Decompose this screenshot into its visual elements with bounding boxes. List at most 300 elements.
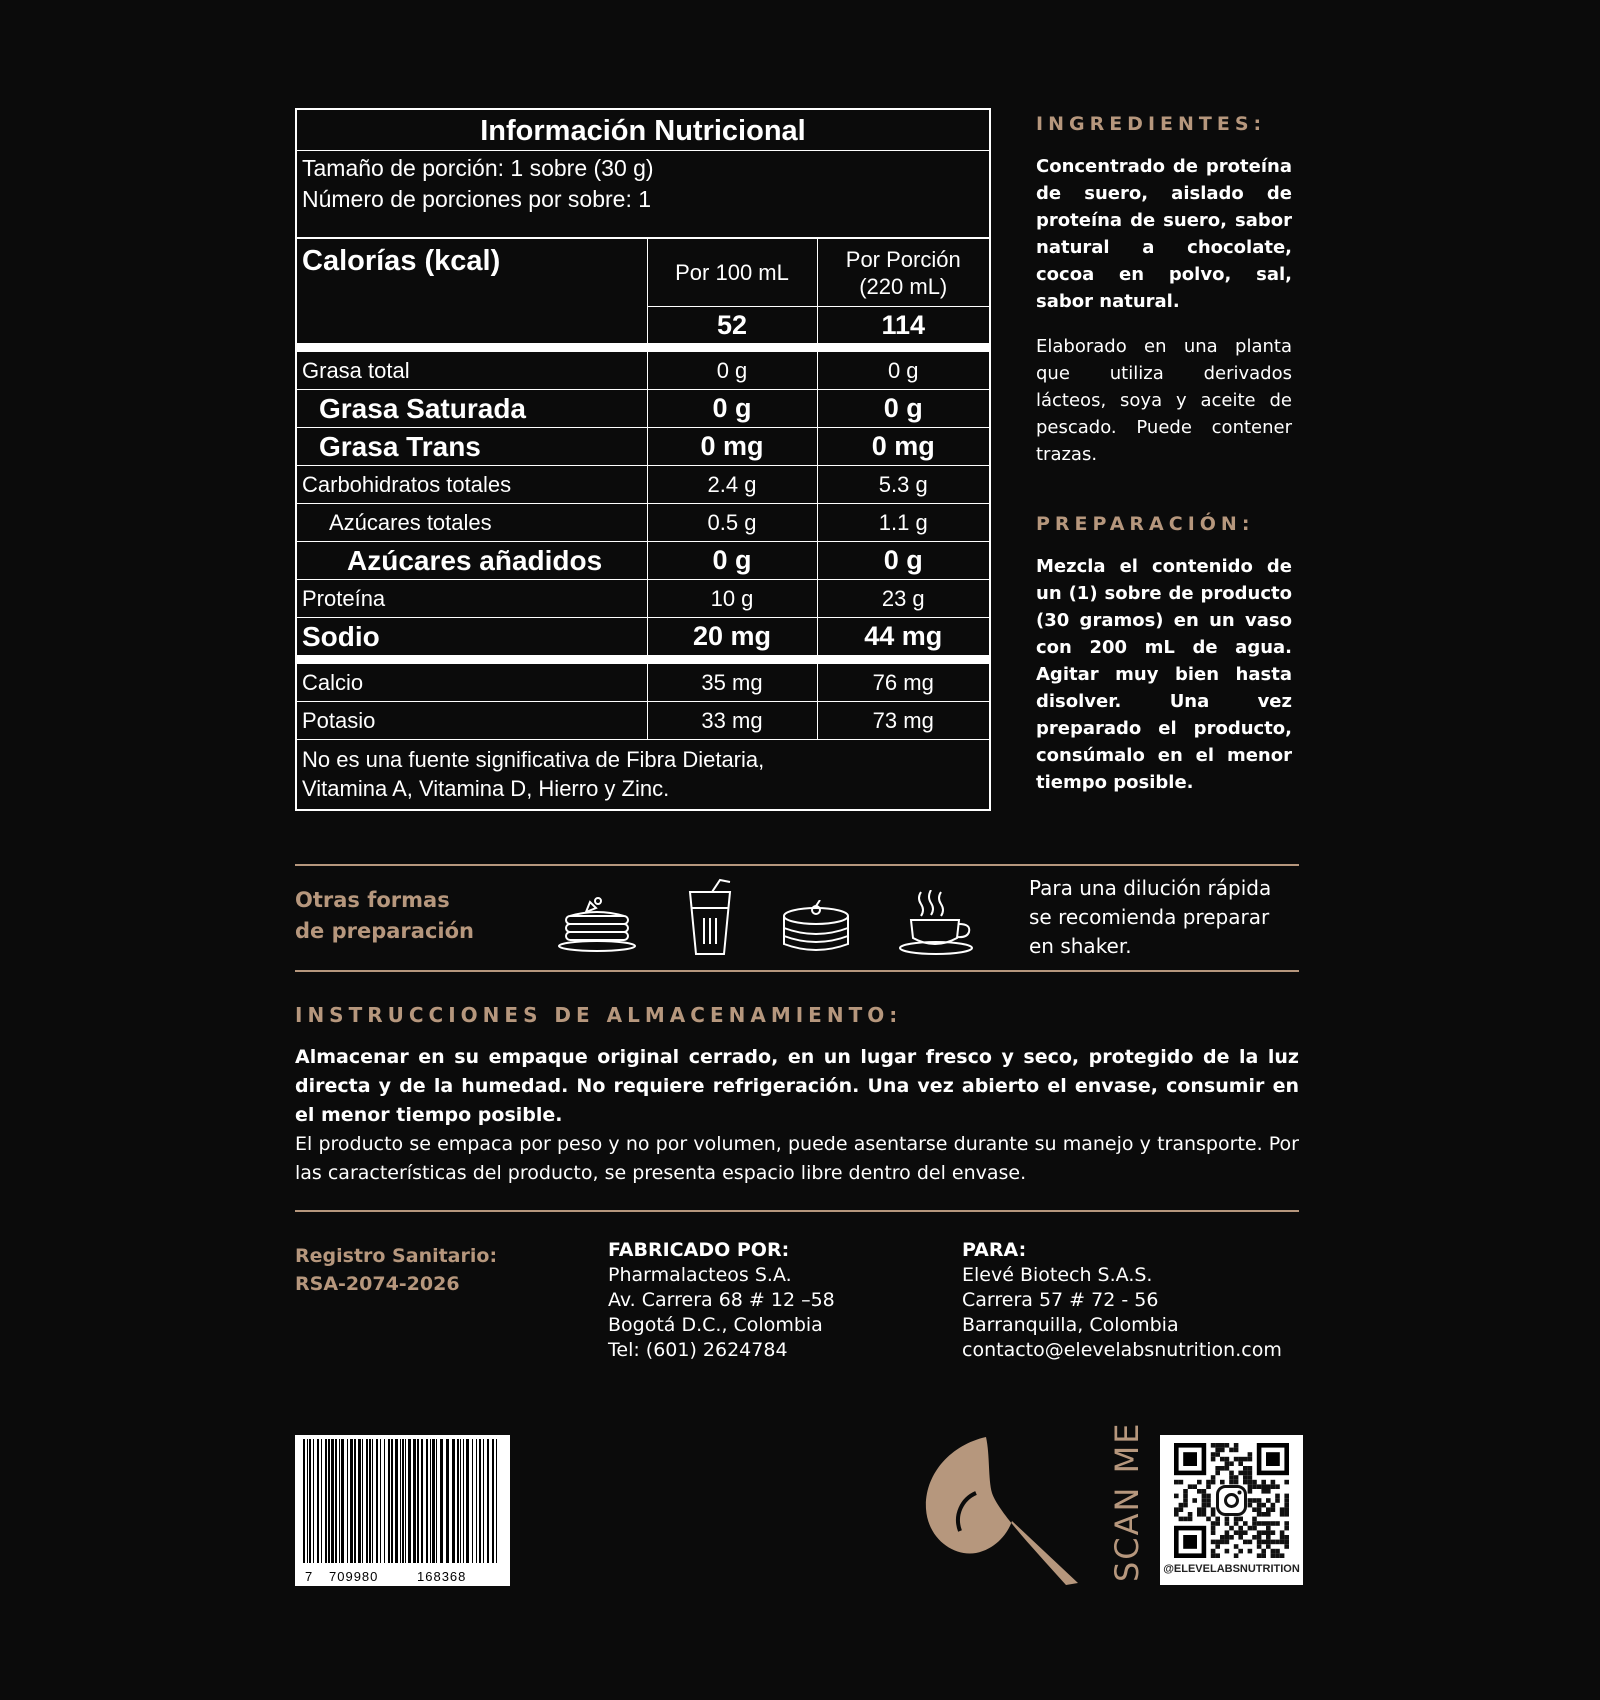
qr-module [1225, 1549, 1230, 1554]
qr-module [1238, 1549, 1243, 1554]
barcode-group: 709980 [329, 1569, 379, 1584]
barcode-bar [492, 1439, 494, 1563]
qr-module [1280, 1553, 1285, 1558]
nutrient-label: Grasa Trans [297, 428, 647, 466]
table-row [297, 428, 989, 466]
qr-module [1179, 1507, 1184, 1512]
qr-module [1266, 1484, 1271, 1489]
qr-module [1266, 1530, 1271, 1535]
qr-module [1257, 1512, 1262, 1517]
qr-module [1275, 1549, 1280, 1554]
qr-module [1243, 1475, 1248, 1480]
qr-module [1229, 1475, 1234, 1480]
qr-module [1238, 1530, 1243, 1535]
nutrient-value-100ml: 10 g [647, 580, 817, 618]
qr-module [1252, 1526, 1257, 1531]
qr-module [1266, 1521, 1271, 1526]
barcode-bar [446, 1439, 449, 1563]
qr-module [1266, 1526, 1271, 1531]
serving-size: Tamaño de porción: 1 sobre (30 g) [302, 155, 654, 181]
qr-module [1271, 1480, 1276, 1485]
barcode-bar [358, 1439, 361, 1563]
barcode-bar [417, 1439, 419, 1563]
qr-module [1261, 1484, 1266, 1489]
col-header-portion-line1: Por Porción [845, 246, 961, 272]
other-forms-label [295, 885, 474, 947]
registry-label: Registro Sanitario: [295, 1245, 498, 1267]
col-header-portion-line2: (220 mL) [859, 273, 948, 299]
table-row [297, 580, 989, 618]
nutrition-title: Información Nutricional [297, 110, 989, 151]
qr-module [1257, 1540, 1262, 1545]
nutrient-value-portion: 76 mg [817, 660, 989, 702]
footnote-line: Vitamina A, Vitamina D, Hierro y Zinc. [302, 776, 670, 801]
nutrient-value-100ml: 0 g [647, 390, 817, 428]
footnote-line: No es una fuente significativa de Fibra Dietaria, [302, 747, 765, 772]
serving-info [297, 151, 989, 239]
nutrient-value-portion: 44 mg [817, 618, 989, 660]
nutrient-value-100ml: 0.5 g [647, 504, 817, 542]
qr-module [1280, 1540, 1285, 1545]
qr-module [1206, 1484, 1211, 1489]
qr-module [1234, 1517, 1239, 1522]
manufacturer-line: Av. Carrera 68 # 12 –58 [608, 1289, 835, 1311]
qr-module [1206, 1517, 1211, 1522]
qr-module [1234, 1448, 1239, 1453]
nutrient-value-portion: 23 g [817, 580, 989, 618]
qr-module [1188, 1484, 1193, 1489]
barcode-bar [307, 1439, 308, 1563]
qr-module [1238, 1457, 1243, 1462]
qr-module [1271, 1530, 1276, 1535]
qr-module [1197, 1512, 1202, 1517]
nutrient-value-100ml: 2.4 g [647, 466, 817, 504]
barcode-bar [405, 1439, 406, 1563]
qr-module [1284, 1521, 1289, 1526]
qr-module [1275, 1540, 1280, 1545]
qr-module [1252, 1480, 1257, 1485]
qr-module [1234, 1530, 1239, 1535]
barcode-bar [496, 1439, 497, 1563]
qr-module [1215, 1448, 1220, 1453]
qr-module [1215, 1517, 1220, 1522]
qr-module [1215, 1544, 1220, 1549]
barcode-bar [483, 1439, 484, 1563]
barcode-bar [432, 1439, 435, 1563]
barcode [295, 1435, 510, 1586]
qr-module [1234, 1475, 1239, 1480]
barcode-bar [376, 1439, 378, 1563]
distributor-heading: PARA: [962, 1239, 1027, 1261]
nutrient-value-100ml: 20 mg [647, 618, 817, 660]
qr-module [1229, 1448, 1234, 1453]
qr-module [1211, 1521, 1216, 1526]
barcode-group: 168368 [417, 1569, 467, 1584]
qr-module [1174, 1512, 1179, 1517]
qr-module [1225, 1461, 1230, 1466]
qr-module [1183, 1517, 1188, 1522]
instagram-icon [1218, 1487, 1246, 1515]
qr-module [1257, 1530, 1262, 1535]
shaker-note-line: Para una dilución rápida [1029, 876, 1272, 900]
instagram-handle: @ELEVELABSNUTRITION [1163, 1563, 1300, 1575]
qr-module [1211, 1530, 1216, 1535]
qr-finder [1183, 1452, 1197, 1466]
qr-module [1225, 1521, 1230, 1526]
calories-portion: 114 [817, 307, 989, 348]
qr-module [1261, 1540, 1266, 1545]
qr-finder [1183, 1535, 1197, 1549]
qr-module [1225, 1530, 1230, 1535]
qr-module [1202, 1489, 1207, 1494]
qr-module [1271, 1549, 1276, 1554]
qr-module [1271, 1503, 1276, 1508]
qr-module [1284, 1480, 1289, 1485]
qr-module [1266, 1489, 1271, 1494]
col-header-portion [817, 239, 989, 307]
table-row [297, 390, 989, 428]
qr-module [1215, 1452, 1220, 1457]
qr-module [1179, 1480, 1184, 1485]
qr-module [1211, 1526, 1216, 1531]
drink-glass-icon [686, 878, 734, 958]
qr-module [1183, 1503, 1188, 1508]
qr-module [1211, 1507, 1216, 1512]
qr-module [1261, 1489, 1266, 1494]
barcode-bar [347, 1439, 348, 1563]
qr-module [1284, 1494, 1289, 1499]
qr-module [1220, 1480, 1225, 1485]
cake-icon [780, 900, 852, 956]
qr-module [1243, 1471, 1248, 1476]
qr-module [1257, 1503, 1262, 1508]
nutrient-value-portion: 1.1 g [817, 504, 989, 542]
barcode-bar [366, 1439, 368, 1563]
qr-module [1179, 1503, 1184, 1508]
qr-module [1248, 1549, 1253, 1554]
qr-module [1229, 1471, 1234, 1476]
qr-module [1243, 1530, 1248, 1535]
barcode-bar [440, 1439, 443, 1563]
barcode-bar [313, 1439, 314, 1563]
qr-module [1238, 1461, 1243, 1466]
qr-module [1183, 1498, 1188, 1503]
qr-module [1261, 1521, 1266, 1526]
sanitary-registry [295, 1242, 497, 1298]
qr-module [1220, 1540, 1225, 1545]
qr-module [1238, 1471, 1243, 1476]
shaker-note-line: en shaker. [1029, 934, 1132, 958]
qr-module [1248, 1475, 1253, 1480]
ingredients-section [1036, 113, 1292, 468]
barcode-bar [463, 1439, 464, 1563]
qr-module [1220, 1448, 1225, 1453]
qr-module [1248, 1540, 1253, 1545]
nutrient-label: Carbohidratos totales [297, 466, 647, 504]
qr-module [1248, 1503, 1253, 1508]
spoon-logo-icon [920, 1435, 1082, 1585]
qr-module [1211, 1457, 1216, 1462]
nutrient-label: Grasa total [297, 348, 647, 390]
qr-module [1280, 1535, 1285, 1540]
qr-module [1234, 1457, 1239, 1462]
qr-module [1266, 1498, 1271, 1503]
coffee-cup-icon [899, 890, 977, 956]
qr-module [1275, 1553, 1280, 1558]
divider [295, 864, 1299, 866]
qr-module [1238, 1526, 1243, 1531]
qr-module [1174, 1507, 1179, 1512]
table-row [297, 660, 989, 702]
calories-100ml: 52 [647, 307, 817, 348]
qr-module [1271, 1553, 1276, 1558]
qr-code[interactable] [1160, 1435, 1303, 1585]
nutrient-value-portion: 0 g [817, 390, 989, 428]
nutrient-label: Azúcares añadidos [297, 542, 647, 580]
qr-module [1252, 1484, 1257, 1489]
preparation-section [1036, 513, 1292, 796]
barcode-bar [460, 1439, 461, 1563]
qr-module [1238, 1535, 1243, 1540]
qr-module [1261, 1503, 1266, 1508]
servings-per-package: Número de porciones por sobre: 1 [302, 186, 652, 212]
manufacturer-heading: FABRICADO POR: [608, 1239, 790, 1261]
qr-module [1248, 1457, 1253, 1462]
barcode-bar [413, 1439, 416, 1563]
qr-module [1211, 1553, 1216, 1558]
qr-module [1197, 1480, 1202, 1485]
storage-heading: INSTRUCCIONES DE ALMACENAMIENTO: [295, 1003, 903, 1027]
storage-text: El producto se empaca por peso y no por volumen, puede asentarse durante su manejo y transporte. Por las características del producto, se presenta espacio libre dentro del envase. [295, 1133, 1299, 1184]
nutrient-label: Proteína [297, 580, 647, 618]
qr-module [1257, 1507, 1262, 1512]
qr-module [1243, 1457, 1248, 1462]
qr-module [1197, 1489, 1202, 1494]
shaker-note-line: se recomienda preparar [1029, 905, 1270, 929]
qr-module [1220, 1466, 1225, 1471]
qr-module [1225, 1535, 1230, 1540]
barcode-bar [369, 1439, 371, 1563]
qr-module [1225, 1540, 1230, 1545]
scan-me-label: SCAN ME [1108, 1421, 1146, 1582]
manufacturer-line: Tel: (601) 2624784 [608, 1339, 788, 1361]
barcode-bar [402, 1439, 404, 1563]
qr-module [1284, 1507, 1289, 1512]
qr-module [1234, 1553, 1239, 1558]
qr-module [1211, 1475, 1216, 1480]
barcode-bar [339, 1439, 340, 1563]
qr-module [1220, 1535, 1225, 1540]
qr-module [1280, 1512, 1285, 1517]
barcode-bar [321, 1439, 322, 1563]
barcode-bar [476, 1439, 477, 1563]
qr-module [1234, 1544, 1239, 1549]
barcode-bar [362, 1439, 363, 1563]
barcode-bar [391, 1439, 393, 1563]
qr-module [1257, 1553, 1262, 1558]
barcode-bar [331, 1439, 334, 1563]
barcode-bar [436, 1439, 437, 1563]
qr-module [1252, 1507, 1257, 1512]
qr-module [1215, 1466, 1220, 1471]
qr-module [1211, 1452, 1216, 1457]
qr-module [1248, 1498, 1253, 1503]
nutrient-label: Azúcares totales [297, 504, 647, 542]
qr-module [1275, 1498, 1280, 1503]
barcode-bar [472, 1439, 473, 1563]
distributor-info [962, 1238, 1282, 1363]
qr-module [1261, 1512, 1266, 1517]
qr-module [1284, 1544, 1289, 1549]
qr-module [1252, 1498, 1257, 1503]
qr-module [1248, 1489, 1253, 1494]
nutrient-value-100ml: 35 mg [647, 660, 817, 702]
qr-module [1243, 1466, 1248, 1471]
ingredients-text: Concentrado de proteína de suero, aislado de proteína de suero, sabor natural a chocolate, cocoa en polvo, sal, sabor natural. [1036, 156, 1292, 312]
preparation-text: Mezcla el contenido de un (1) sobre de producto (30 gramos) en un vaso con 200 mL de agua. Agitar muy bien hasta disolver. Una vez preparado el producto, consúmalo en el menor tiempo posible. [1036, 556, 1292, 793]
barcode-bar [395, 1439, 398, 1563]
barcode-bar [479, 1439, 481, 1563]
barcode-bar [452, 1439, 455, 1563]
qr-module [1206, 1498, 1211, 1503]
qr-module [1266, 1507, 1271, 1512]
qr-module [1275, 1521, 1280, 1526]
qr-module [1261, 1553, 1266, 1558]
qr-module [1234, 1443, 1239, 1448]
nutrient-value-portion: 5.3 g [817, 466, 989, 504]
qr-module [1238, 1517, 1243, 1522]
qr-module [1211, 1512, 1216, 1517]
qr-module [1243, 1521, 1248, 1526]
qr-module [1266, 1544, 1271, 1549]
qr-module [1234, 1480, 1239, 1485]
qr-module [1252, 1521, 1257, 1526]
nutrient-value-portion: 0 g [817, 542, 989, 580]
barcode-bar [426, 1439, 428, 1563]
qr-module [1211, 1443, 1216, 1448]
distributor-line: Carrera 57 # 72 - 56 [962, 1289, 1159, 1311]
qr-module [1202, 1494, 1207, 1499]
distributor-email: contacto@elevelabsnutrition.com [962, 1339, 1282, 1361]
qr-module [1192, 1498, 1197, 1503]
qr-module [1229, 1461, 1234, 1466]
qr-module [1202, 1507, 1207, 1512]
qr-module [1257, 1535, 1262, 1540]
qr-module [1284, 1540, 1289, 1545]
qr-module [1229, 1480, 1234, 1485]
barcode-bar [328, 1439, 330, 1563]
qr-module [1215, 1540, 1220, 1545]
nutrition-grid [297, 239, 989, 740]
qr-module [1202, 1498, 1207, 1503]
barcode-bar [466, 1439, 469, 1563]
barcode-bar [384, 1439, 385, 1563]
barcode-bar [303, 1439, 305, 1563]
qr-module [1257, 1498, 1262, 1503]
qr-module [1284, 1512, 1289, 1517]
qr-module [1206, 1480, 1211, 1485]
qr-module [1275, 1484, 1280, 1489]
divider [295, 1210, 1299, 1212]
table-row [297, 348, 989, 390]
qr-module [1225, 1443, 1230, 1448]
barcode-bar [380, 1439, 381, 1563]
qr-module [1243, 1480, 1248, 1485]
barcode-bars-icon [295, 1435, 510, 1565]
qr-module [1248, 1466, 1253, 1471]
qr-module [1284, 1535, 1289, 1540]
barcode-bar [457, 1439, 459, 1563]
qr-module [1225, 1457, 1230, 1462]
nutrient-value-100ml: 0 g [647, 542, 817, 580]
qr-module [1215, 1553, 1220, 1558]
qr-module [1192, 1484, 1197, 1489]
qr-module [1188, 1517, 1193, 1522]
qr-module [1215, 1521, 1220, 1526]
nutrient-label: Grasa Saturada [297, 390, 647, 428]
distributor-line: Barranquilla, Colombia [962, 1314, 1179, 1336]
qr-module [1248, 1484, 1253, 1489]
qr-module [1280, 1507, 1285, 1512]
qr-module [1280, 1530, 1285, 1535]
qr-module [1220, 1443, 1225, 1448]
barcode-bar [408, 1439, 411, 1563]
qr-module [1248, 1471, 1253, 1476]
preparation-heading: PREPARACIÓN: [1036, 513, 1255, 535]
qr-module [1197, 1507, 1202, 1512]
qr-module [1266, 1540, 1271, 1545]
barcode-bar [372, 1439, 373, 1563]
registry-number: RSA-2074-2026 [295, 1273, 460, 1295]
qr-module [1252, 1535, 1257, 1540]
nutrient-value-100ml: 0 mg [647, 428, 817, 466]
qr-module [1202, 1503, 1207, 1508]
qr-module [1183, 1494, 1188, 1499]
manufacturer-line: Bogotá D.C., Colombia [608, 1314, 823, 1336]
barcode-bar [354, 1439, 356, 1563]
qr-module [1248, 1452, 1253, 1457]
qr-module [1183, 1489, 1188, 1494]
qr-module [1229, 1535, 1234, 1540]
qr-module [1248, 1480, 1253, 1485]
nutrient-value-100ml: 0 g [647, 348, 817, 390]
qr-module [1266, 1535, 1271, 1540]
col-header-100ml: Por 100 mL [647, 239, 817, 307]
barcode-bar [341, 1439, 344, 1563]
qr-module [1261, 1530, 1266, 1535]
barcode-bar [487, 1439, 489, 1563]
qr-module [1266, 1512, 1271, 1517]
qr-module [1284, 1526, 1289, 1531]
qr-module [1284, 1503, 1289, 1508]
qr-module [1271, 1521, 1276, 1526]
qr-finder [1266, 1452, 1280, 1466]
other-forms-line: Otras formas [295, 888, 450, 912]
nutrient-value-portion: 0 mg [817, 428, 989, 466]
calories-label: Calorías (kcal) [297, 239, 647, 348]
manufacturer-info [608, 1238, 835, 1363]
manufacturer-line: Pharmalacteos S.A. [608, 1264, 792, 1286]
qr-module [1271, 1540, 1276, 1545]
shaker-note [1029, 874, 1309, 961]
nutrient-value-100ml: 33 mg [647, 702, 817, 740]
qr-module [1271, 1484, 1276, 1489]
barcode-bar [309, 1439, 311, 1563]
barcode-bar [400, 1439, 401, 1563]
qr-module [1225, 1466, 1230, 1471]
nutrition-footnote [297, 740, 989, 809]
qr-module [1211, 1480, 1216, 1485]
